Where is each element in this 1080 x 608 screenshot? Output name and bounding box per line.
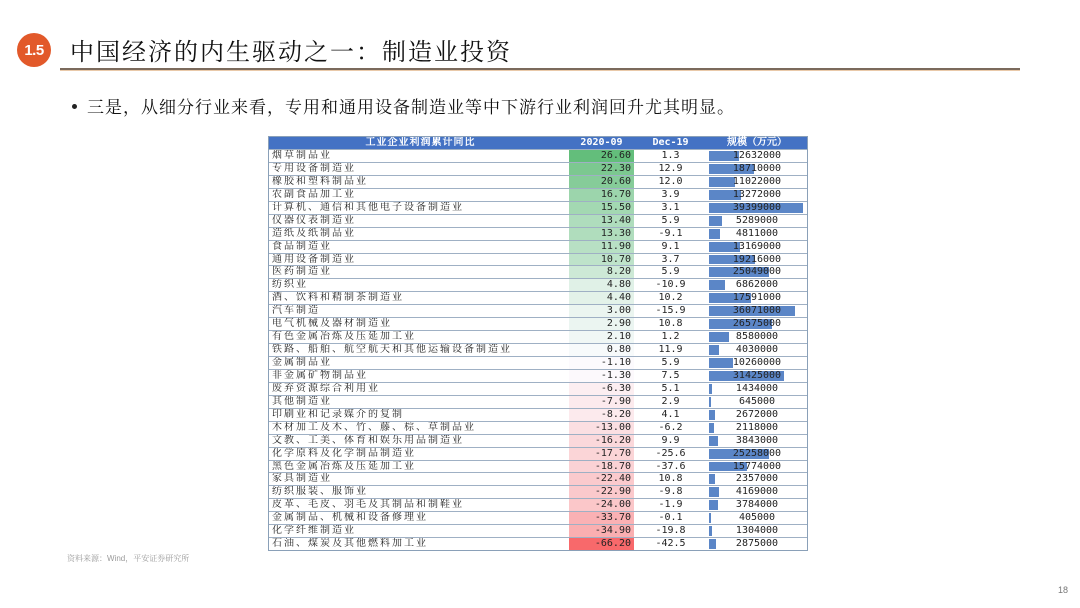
table-row (269, 149, 807, 162)
yoy-2020-09-cell: -66.20 (569, 538, 634, 550)
scale-value: 4030000 (735, 344, 779, 356)
scale-value: 19216000 (732, 253, 782, 265)
table-row (269, 537, 807, 550)
table-row (269, 511, 807, 524)
scale-value: 13272000 (732, 188, 782, 200)
scale-cell (707, 435, 807, 447)
scale-cell (707, 409, 807, 421)
scale-value: 1304000 (735, 525, 779, 537)
scale-cell (707, 305, 807, 317)
scale-value: 11022000 (732, 175, 782, 187)
scale-value: 13169000 (732, 240, 782, 252)
table-row (269, 214, 807, 227)
industry-cell: 仪器仪表制造业 (272, 214, 356, 226)
yoy-2020-09-cell: 2.10 (569, 331, 634, 343)
yoy-dec-19-cell: 9.1 (661, 240, 680, 252)
scale-value: 26575000 (732, 318, 782, 330)
yoy-2020-09-cell: -22.90 (569, 486, 634, 498)
table-row (269, 201, 807, 214)
page-title: 中国经济的内生驱动之一：制造业投资 (70, 38, 512, 66)
yoy-2020-09-cell: 13.30 (569, 228, 634, 240)
yoy-2020-09-cell: -13.00 (569, 422, 634, 434)
industry-cell: 家具制造业 (272, 473, 332, 485)
yoy-2020-09-cell: -18.70 (569, 461, 634, 473)
scale-value: 10260000 (732, 357, 782, 368)
table-row (269, 369, 807, 382)
yoy-dec-19-cell: 4.1 (661, 408, 680, 420)
scale-bar (709, 345, 719, 355)
scale-cell (707, 383, 807, 395)
industry-cell: 化学纤维制造业 (272, 525, 356, 537)
yoy-2020-09-cell: -1.10 (569, 357, 634, 369)
scale-value: 405000 (738, 512, 776, 524)
scale-bar (709, 358, 733, 368)
scale-value: 17591000 (732, 292, 782, 304)
scale-cell (707, 266, 807, 278)
table-row (269, 175, 807, 188)
title-divider (60, 68, 1020, 70)
table-row (269, 343, 807, 356)
industry-cell: 印刷业和记录媒介的复制 (272, 408, 404, 420)
table-row (269, 317, 807, 330)
yoy-2020-09-cell: -24.00 (569, 499, 634, 511)
yoy-2020-09-cell: 10.70 (569, 254, 634, 266)
table-row (269, 330, 807, 343)
column-header-2020-09: 2020-09 (580, 137, 623, 148)
scale-cell (707, 150, 807, 162)
industry-cell: 纺织服装、服饰业 (272, 486, 368, 498)
scale-cell (707, 202, 807, 214)
table-row (269, 395, 807, 408)
yoy-2020-09-cell: 26.60 (569, 150, 634, 162)
scale-bar (709, 487, 719, 497)
scale-cell (707, 461, 807, 473)
table-row (269, 278, 807, 291)
yoy-dec-19-cell: -15.9 (655, 305, 686, 317)
table-row (269, 524, 807, 537)
industry-cell: 纺织业 (272, 279, 308, 291)
industry-cell: 其他制造业 (272, 395, 332, 407)
scale-cell (707, 525, 807, 537)
yoy-dec-19-cell: 5.9 (661, 266, 680, 278)
yoy-2020-09-cell: -17.70 (569, 448, 634, 460)
scale-bar (709, 332, 729, 342)
table-row (269, 460, 807, 473)
scale-cell (707, 370, 807, 382)
industry-cell: 金属制品、机械和设备修理业 (272, 512, 428, 524)
scale-cell (707, 215, 807, 227)
industry-cell: 金属制品业 (272, 357, 332, 368)
scale-cell (707, 486, 807, 498)
industry-cell: 非金属矿物制品业 (272, 369, 368, 381)
yoy-dec-19-cell: -9.1 (658, 227, 683, 239)
yoy-2020-09-cell: -8.20 (569, 409, 634, 421)
scale-value: 15774000 (732, 460, 782, 472)
table-header (269, 137, 807, 149)
industry-cell: 木材加工及木、竹、藤、棕、草制品业 (272, 421, 476, 433)
industry-cell: 专用设备制造业 (272, 162, 356, 174)
yoy-dec-19-cell: -10.9 (655, 279, 686, 291)
scale-cell (707, 318, 807, 330)
table-body (269, 149, 807, 550)
scale-value: 2357000 (735, 473, 779, 485)
industry-cell: 通用设备制造业 (272, 253, 356, 265)
scale-value: 3784000 (735, 499, 779, 511)
yoy-dec-19-cell: 10.8 (658, 473, 683, 485)
yoy-2020-09-cell: -7.90 (569, 396, 634, 408)
scale-value: 6862000 (735, 279, 779, 291)
yoy-dec-19-cell: -37.6 (655, 460, 686, 472)
scale-cell (707, 473, 807, 485)
scale-value: 2875000 (735, 538, 779, 550)
table-row (269, 447, 807, 460)
bullet-point (72, 93, 735, 118)
yoy-2020-09-cell: -34.90 (569, 525, 634, 537)
scale-value: 8580000 (735, 331, 779, 343)
yoy-2020-09-cell: -1.30 (569, 370, 634, 382)
yoy-dec-19-cell: 3.9 (661, 188, 680, 200)
scale-bar (709, 474, 715, 484)
table-row (269, 162, 807, 175)
scale-value: 645000 (738, 395, 776, 407)
scale-bar (709, 410, 715, 420)
scale-bar (709, 423, 714, 433)
yoy-dec-19-cell: -1.9 (658, 499, 683, 511)
industry-cell: 汽车制造 (272, 305, 320, 317)
industry-cell: 造纸及纸制品业 (272, 227, 356, 239)
industry-cell: 黑色金属冶炼及压延加工业 (272, 460, 416, 472)
industry-cell: 食品制造业 (272, 240, 332, 252)
scale-cell (707, 176, 807, 188)
yoy-dec-19-cell: 1.3 (661, 150, 680, 161)
yoy-dec-19-cell: -42.5 (655, 538, 686, 550)
scale-value: 31425000 (732, 369, 782, 381)
yoy-2020-09-cell: 3.00 (569, 305, 634, 317)
scale-cell (707, 228, 807, 240)
scale-value: 5289000 (735, 214, 779, 226)
yoy-dec-19-cell: 5.9 (661, 214, 680, 226)
scale-cell (707, 292, 807, 304)
industry-cell: 化学原料及化学制品制造业 (272, 447, 416, 459)
yoy-dec-19-cell: 10.8 (658, 318, 683, 330)
yoy-dec-19-cell: -0.1 (658, 512, 683, 524)
profit-table (268, 136, 808, 551)
scale-cell (707, 396, 807, 408)
industry-cell: 有色金属冶炼及压延加工业 (272, 331, 416, 343)
table-row (269, 485, 807, 498)
yoy-dec-19-cell: -6.2 (658, 421, 683, 433)
yoy-2020-09-cell: -16.20 (569, 435, 634, 447)
yoy-dec-19-cell: 12.0 (658, 175, 683, 187)
table-row (269, 472, 807, 485)
yoy-2020-09-cell: 22.30 (569, 163, 634, 175)
yoy-dec-19-cell: 12.9 (658, 162, 683, 174)
industry-cell: 医药制造业 (272, 266, 332, 278)
yoy-2020-09-cell: 11.90 (569, 241, 634, 253)
yoy-dec-19-cell: -19.8 (655, 525, 686, 537)
scale-cell (707, 499, 807, 511)
bullet-text: 三是，从细分行业来看，专用和通用设备制造业等中下游行业利润回升尤其明显。 (87, 98, 735, 118)
scale-bar (709, 513, 711, 523)
industry-cell: 电气机械及器材制造业 (272, 318, 392, 330)
table-row (269, 356, 807, 369)
table-row (269, 498, 807, 511)
scale-value: 2118000 (735, 421, 779, 433)
table-row (269, 188, 807, 201)
table-row (269, 382, 807, 395)
scale-bar (709, 216, 722, 226)
scale-cell (707, 163, 807, 175)
table-row (269, 240, 807, 253)
scale-bar (709, 436, 718, 446)
page-number: 18 (1058, 585, 1069, 595)
yoy-2020-09-cell: 0.80 (569, 344, 634, 356)
scale-cell (707, 422, 807, 434)
scale-cell (707, 241, 807, 253)
industry-cell: 计算机、通信和其他电子设备制造业 (272, 201, 464, 213)
scale-cell (707, 254, 807, 266)
yoy-dec-19-cell: 3.7 (661, 253, 680, 265)
scale-value: 18710000 (732, 162, 782, 174)
scale-value: 12632000 (732, 150, 782, 161)
industry-cell: 皮革、毛皮、羽毛及其制品和制鞋业 (272, 499, 464, 511)
industry-cell: 橡胶和塑料制品业 (272, 175, 368, 187)
column-header-industry: 工业企业利润累计同比 (365, 137, 476, 148)
scale-value: 4811000 (735, 227, 779, 239)
table-row (269, 304, 807, 317)
yoy-dec-19-cell: 5.9 (661, 357, 680, 368)
scale-bar (709, 280, 725, 290)
scale-bar (709, 177, 735, 187)
yoy-2020-09-cell: 16.70 (569, 189, 634, 201)
yoy-dec-19-cell: 5.1 (661, 382, 680, 394)
scale-cell (707, 279, 807, 291)
scale-bar (709, 500, 718, 510)
industry-cell: 铁路、船舶、航空航天和其他运输设备制造业 (272, 344, 512, 356)
scale-value: 39399000 (732, 201, 782, 213)
scale-value: 25049000 (732, 266, 782, 278)
yoy-dec-19-cell: 7.5 (661, 369, 680, 381)
yoy-2020-09-cell: 13.40 (569, 215, 634, 227)
yoy-dec-19-cell: 11.9 (658, 344, 683, 356)
scale-cell (707, 331, 807, 343)
industry-cell: 废弃资源综合利用业 (272, 382, 380, 394)
scale-cell (707, 189, 807, 201)
yoy-2020-09-cell: 15.50 (569, 202, 634, 214)
scale-cell (707, 512, 807, 524)
yoy-dec-19-cell: 2.9 (661, 395, 680, 407)
industry-cell: 石油、煤炭及其他燃料加工业 (272, 538, 428, 550)
bullet-icon (72, 104, 77, 109)
yoy-dec-19-cell: 1.2 (661, 331, 680, 343)
yoy-2020-09-cell: -6.30 (569, 383, 634, 395)
yoy-dec-19-cell: -9.8 (658, 486, 683, 498)
industry-cell: 农副食品加工业 (272, 188, 356, 200)
scale-bar (709, 539, 716, 549)
yoy-2020-09-cell: 4.40 (569, 292, 634, 304)
section-number-badge: 1.5 (17, 33, 51, 67)
yoy-2020-09-cell: 20.60 (569, 176, 634, 188)
source-note: 资料来源：Wind，平安证券研究所 (67, 554, 190, 563)
yoy-dec-19-cell: -25.6 (655, 447, 686, 459)
table-row (269, 434, 807, 447)
table-row (269, 291, 807, 304)
scale-value: 25258000 (732, 447, 782, 459)
table-row (269, 227, 807, 240)
table-row (269, 421, 807, 434)
scale-value: 36071000 (732, 305, 782, 317)
scale-value: 3843000 (735, 434, 779, 446)
yoy-2020-09-cell: -22.40 (569, 473, 634, 485)
table-row (269, 253, 807, 266)
column-header-dec-19: Dec-19 (652, 137, 689, 148)
industry-cell: 酒、饮料和精制茶制造业 (272, 292, 404, 304)
yoy-dec-19-cell: 9.9 (661, 434, 680, 446)
scale-bar (709, 397, 711, 407)
scale-value: 1434000 (735, 382, 779, 394)
table-row (269, 408, 807, 421)
scale-value: 2672000 (735, 408, 779, 420)
industry-cell: 烟草制品业 (272, 150, 332, 161)
scale-bar (709, 229, 720, 239)
yoy-2020-09-cell: -33.70 (569, 512, 634, 524)
industry-cell: 文教、工美、体育和娱乐用品制造业 (272, 434, 464, 446)
scale-cell (707, 357, 807, 369)
yoy-dec-19-cell: 3.1 (661, 201, 680, 213)
yoy-dec-19-cell: 10.2 (658, 292, 683, 304)
scale-cell (707, 538, 807, 550)
scale-value: 4169000 (735, 486, 779, 498)
table-row (269, 265, 807, 278)
scale-cell (707, 448, 807, 460)
yoy-2020-09-cell: 2.90 (569, 318, 634, 330)
scale-cell (707, 344, 807, 356)
yoy-2020-09-cell: 4.80 (569, 279, 634, 291)
scale-bar (709, 526, 712, 536)
column-header-scale: 规模（万元） (727, 137, 787, 148)
scale-bar (709, 384, 712, 394)
yoy-2020-09-cell: 8.20 (569, 266, 634, 278)
